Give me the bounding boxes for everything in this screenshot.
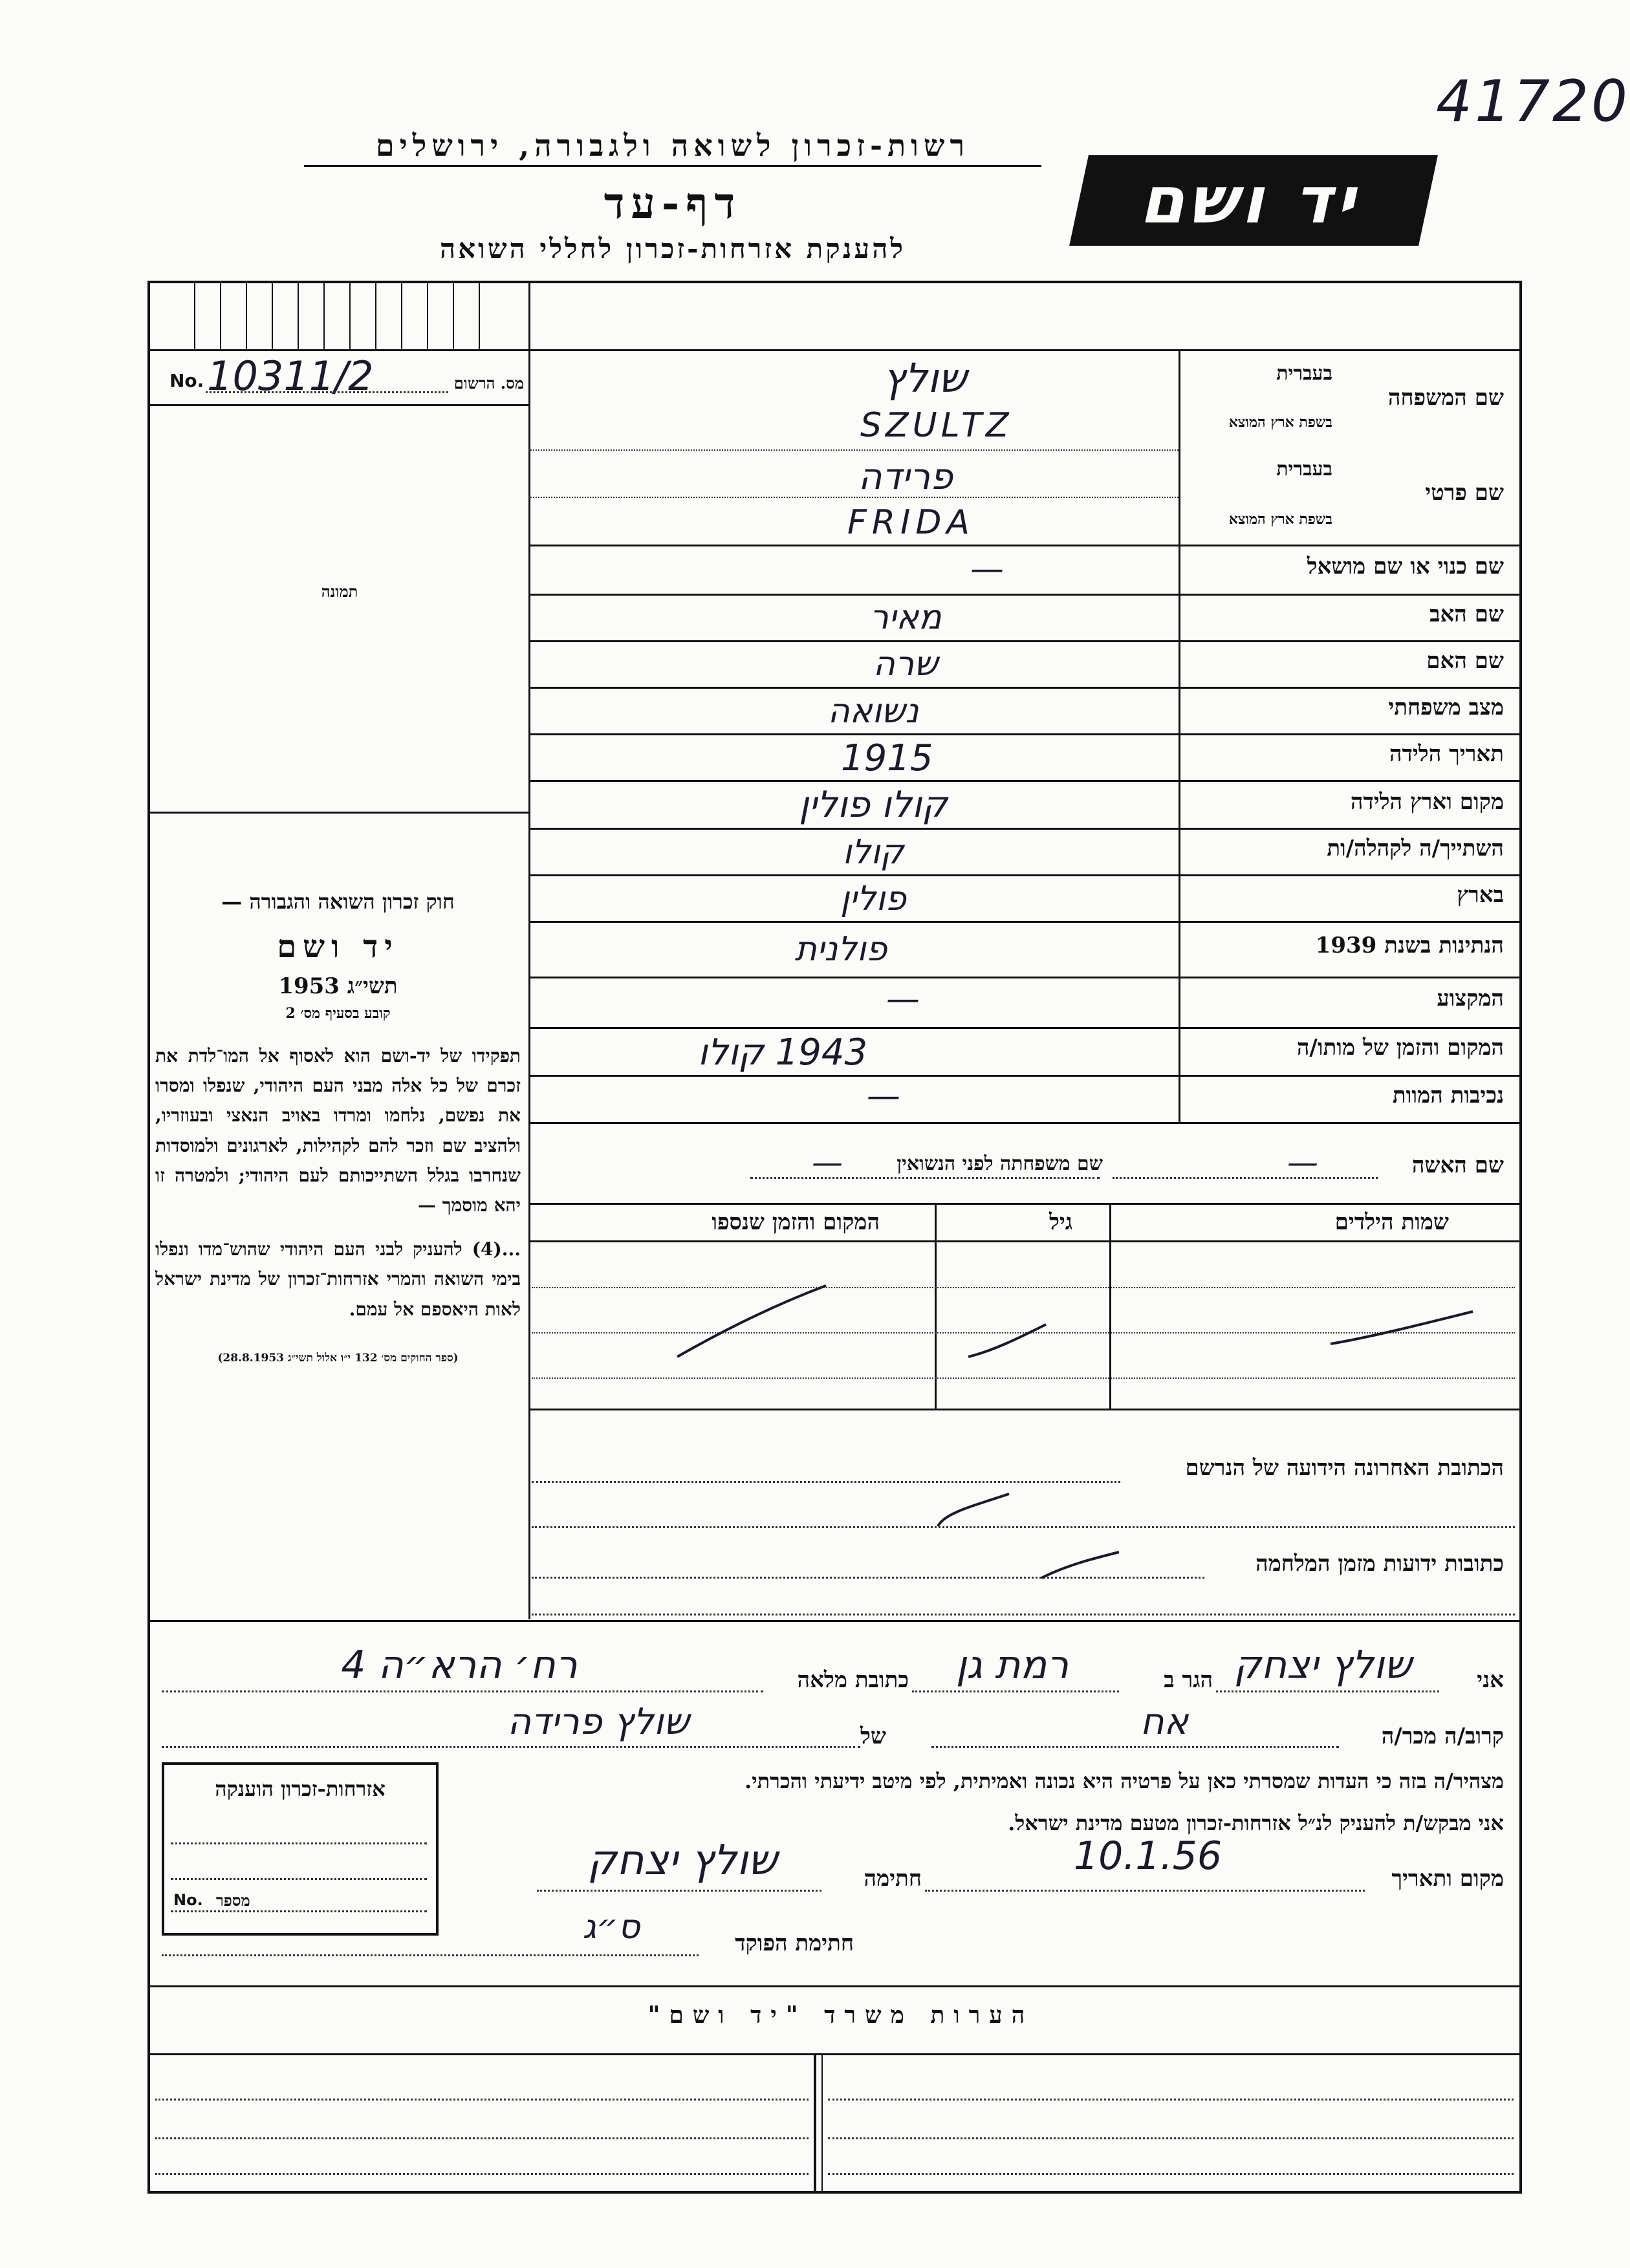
- registration-label: מס. הרשום: [453, 374, 524, 393]
- citizenship-granted-box: [162, 1762, 439, 1936]
- death-circumstances-label: נכיבות המוות: [1392, 1083, 1504, 1108]
- doc-title: דף-עד: [603, 178, 742, 228]
- children-age-header: גיל: [1049, 1209, 1072, 1235]
- declaration-line-2: אני מבקש/ת להעניק לנ״ל אזרחות-זכרון מטעם מדינת ישראל.: [1008, 1811, 1504, 1835]
- family-name-hebrew-value: שולץ: [883, 354, 967, 402]
- place-date-value: 10.1.56: [1074, 1833, 1222, 1879]
- family-name-latin-value: SZULTZ: [860, 406, 1013, 445]
- last-address-label: הכתובת האחרונה הידועה של הנרשם: [1185, 1455, 1504, 1481]
- first-name-origin-sublabel: בשפת ארץ המוצא: [1228, 511, 1332, 528]
- authority-heading: רשות-זכרון לשואה ולגבורה, ירושלים: [375, 128, 970, 163]
- archive-number: 41720: [1436, 68, 1630, 135]
- residing-label: הגר ב: [1164, 1667, 1213, 1693]
- children-place-header: המקום והזמן שנספו: [712, 1209, 880, 1235]
- birth-place-value: קולו פולין: [799, 784, 948, 826]
- declarant-name: שולץ יצחק: [1233, 1643, 1412, 1688]
- ani-label: אני: [1477, 1667, 1504, 1693]
- declaration-line-1: מצהיר/ה בזה כי העדות שמסרתי כאן על פרטיה היא נכונה ואמיתית, לפי מיטב ידיעתי והכרתי.: [744, 1769, 1504, 1793]
- officer-signature: ס״ג: [582, 1908, 640, 1947]
- birth-place-label: מקום וארץ הלידה: [1350, 789, 1504, 815]
- community-label: השתייך/ה לקהלה/ות: [1327, 836, 1504, 861]
- country-value: פולין: [840, 880, 906, 918]
- first-name-hebrew-sublabel: בעברית: [1276, 458, 1332, 481]
- relative-label: קרוב/ה מכר/ה: [1381, 1723, 1504, 1749]
- place-date-label: מקום ותאריך: [1391, 1866, 1504, 1892]
- children-empty-strokes: [528, 1240, 1519, 1409]
- office-notes-heading: הערות משרד "יד ושם": [647, 2002, 1034, 2029]
- citizenship-1939-label: הנתינות בשנת 1939: [1315, 933, 1504, 958]
- children-place-stroke: [677, 1286, 826, 1357]
- children-names-header: שמות הילדים: [1334, 1209, 1449, 1235]
- citizenship-granted-title: אזרחות-זכרון הוענקה: [215, 1777, 386, 1801]
- nickname-label: שם כנוי או שם מושאל: [1307, 554, 1504, 579]
- declarant-relation: אח: [1140, 1701, 1189, 1743]
- photo-label: תמונה: [321, 582, 358, 601]
- family-name-origin-sublabel: בשפת ארץ המוצא: [1228, 414, 1332, 431]
- law-name: יד ושם: [277, 929, 399, 965]
- spouse-label: שם האשה: [1411, 1152, 1504, 1178]
- declarant-city: רמת גן: [955, 1643, 1069, 1688]
- registration-no-prefix: No.: [169, 370, 204, 391]
- last-address-stroke: [931, 1487, 1016, 1539]
- signature-label: חתימה: [864, 1866, 922, 1892]
- first-name-label: שם פרטי: [1425, 480, 1504, 506]
- law-body: תפקידו של יד-ושם הוא לאסוף אל המו־לדת את זכרם של כל אלה מבני העם היהודי, שנפלו ומסרו את נפשם, נלחמו ומרדו באויב הנאצי ובעוזריו, ולהציב שם וזכר להם לקהילות, לארגונים ולמוסדות שנחרבו בגלל השתייכותם לעם היהודי; ולמטרה זו יהא מוסמך —: [155, 1045, 521, 1216]
- law-title: חוק זכרון השואה והגבורה —: [221, 889, 455, 914]
- death-place-time-label: המקום והזמן של מותו/ה: [1296, 1035, 1504, 1061]
- wartime-address-stroke: [1035, 1546, 1125, 1584]
- doc-subtitle: להענקת אזרחות-זכרון לחללי השואה: [439, 233, 906, 265]
- law-text-block: [155, 886, 521, 1366]
- profession-value: —: [886, 980, 920, 1019]
- officer-signature-label: חתימת הפוקד: [735, 1930, 854, 1956]
- of-name: שולץ פרידה: [507, 1701, 690, 1743]
- spouse-maiden-value: —: [812, 1145, 843, 1181]
- address-label: כתובת מלאה: [797, 1667, 909, 1693]
- of-label: של: [860, 1723, 886, 1749]
- registration-number: 10311/2: [207, 352, 374, 400]
- death-circumstances-value: —: [867, 1077, 900, 1116]
- spouse-maiden-label: שם משפחתה לפני הנשואין: [896, 1152, 1103, 1175]
- law-body-2: ...(4) להעניק לבני העם היהודי שהוש־מדו ונפלו בימי השואה והמרי אזרחות־זכרון של מדינת ישראל לאות היאספם אל עמם.: [155, 1238, 521, 1320]
- citizenship-number-label: מספר: [216, 1891, 250, 1910]
- country-label: בארץ: [1457, 882, 1504, 908]
- profession-label: המקצוע: [1437, 986, 1504, 1011]
- mother-name-value: שרה: [873, 645, 939, 684]
- death-place-time-value: 1943 קולו: [697, 1031, 868, 1074]
- marital-status-label: מצב משפחתי: [1388, 695, 1504, 720]
- children-age-stroke: [968, 1324, 1046, 1357]
- father-name-value: מאיר: [869, 598, 942, 637]
- first-name-hebrew-value: פרידה: [858, 456, 953, 498]
- marital-status-value: נשואה: [827, 692, 919, 731]
- father-name-label: שם האב: [1429, 601, 1504, 627]
- law-year: תשי״ג 1953: [278, 973, 398, 999]
- yad-vashem-logo: יד ושם: [1069, 155, 1438, 246]
- community-value: קולו: [842, 833, 904, 872]
- nickname-value: —: [970, 550, 1004, 589]
- law-clause: קובע בסעיף מס׳ 2: [285, 1005, 391, 1022]
- citizenship-1939-value: פולנית: [794, 930, 887, 969]
- birth-date-label: תאריך הלידה: [1389, 741, 1504, 767]
- children-names-stroke: [1331, 1312, 1473, 1344]
- declarant-signature: שולץ יצחק: [587, 1837, 777, 1885]
- family-name-label: שם המשפחה: [1387, 385, 1504, 411]
- spouse-value: —: [1287, 1145, 1318, 1181]
- citizenship-no-prefix: No.: [173, 1891, 203, 1909]
- law-source: (ספר החוקים מס׳ 132 י״ו אלול תשי״ג 28.8.1953): [217, 1351, 459, 1365]
- mother-name-label: שם האם: [1426, 648, 1504, 674]
- wartime-address-label: כתובות ידועות מזמן המלחמה: [1255, 1551, 1504, 1577]
- first-name-latin-value: FRIDA: [847, 503, 975, 542]
- authority-underline: [304, 165, 1041, 167]
- birth-date-value: 1915: [841, 737, 933, 779]
- family-name-hebrew-sublabel: בעברית: [1276, 362, 1332, 385]
- declarant-address: רח׳ הרא״ה 4: [341, 1643, 578, 1688]
